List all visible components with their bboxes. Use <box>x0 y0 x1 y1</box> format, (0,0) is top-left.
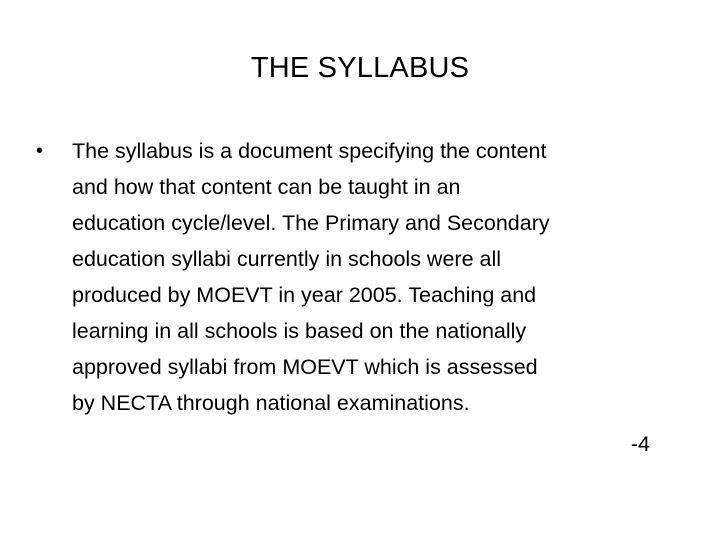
paragraph-line: education cycle/level. The Primary and Secondary <box>72 211 550 235</box>
paragraph-line: and how that content can be taught in an <box>72 175 461 199</box>
paragraph-line: education syllabi currently in schools were all <box>72 247 502 271</box>
paragraph-text <box>72 133 712 421</box>
paragraph-line: approved syllabi from MOEVT which is assessed <box>72 355 538 379</box>
bullet-icon: • <box>36 140 44 162</box>
paragraph-line: The syllabus is a document specifying the content <box>72 139 547 163</box>
page-number: -4 <box>630 432 650 456</box>
paragraph-line: learning in all schools is based on the nationally <box>72 319 527 343</box>
paragraph-line: produced by MOEVT in year 2005. Teaching and <box>72 283 537 307</box>
slide-title: THE SYLLABUS <box>250 52 470 84</box>
paragraph-line: by NECTA through national examinations. <box>72 391 470 415</box>
